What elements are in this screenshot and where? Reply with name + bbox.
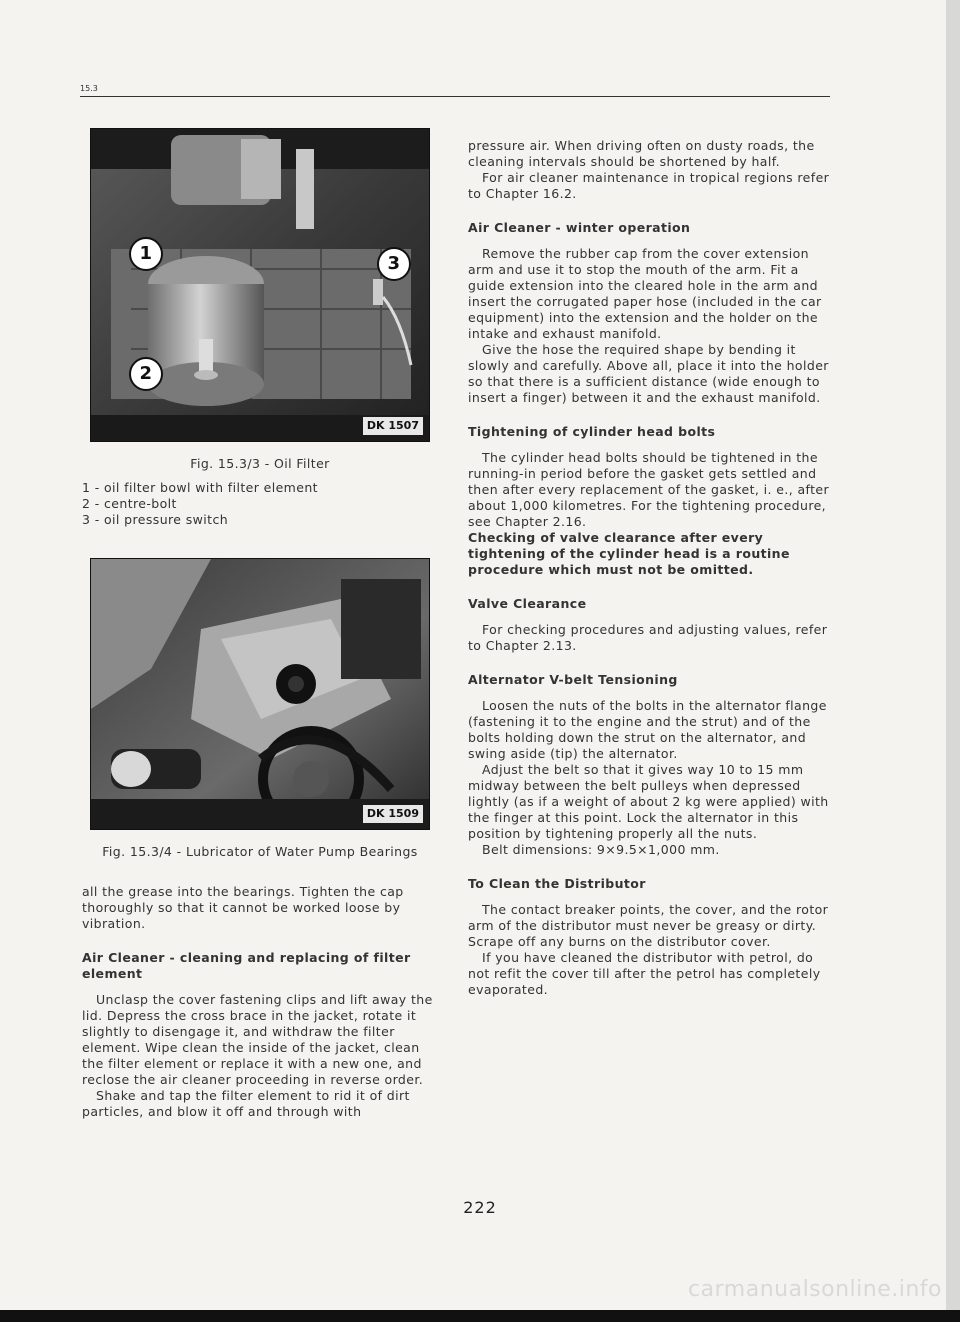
winter-operation-paragraph-1: Remove the rubber cap from the cover extension arm and use it to stop the mouth of the arm. Fit a guide extension into the cleared hole in the arm and insert the corrugated paper hose (included in the car equipment) into the extension and the holder on the intake and exhaust manifold. (468, 246, 822, 341)
alternator-heading: Alternator V-belt Tensioning (468, 672, 678, 687)
winter-operation-paragraph-2: Give the hose the required shape by bending it slowly and carefully. Above all, place it into the holder so that there is a sufficient distance (wide enough to insert a finger) between it and the exhaust manifold. (468, 342, 829, 405)
alternator-belt-dimensions: Belt dimensions: 9×9.5×1,000 mm. (482, 842, 720, 857)
fig1-caption: Fig. 15.3/3 - Oil Filter (190, 456, 330, 471)
oil-filter-image (91, 129, 429, 441)
distributor-paragraph-2: If you have cleaned the distributor with petrol, do not refit the cover till after the petrol has completely evaporated. (468, 950, 821, 997)
fig1-code: DK 1507 (363, 417, 423, 435)
water-pump-photo (90, 558, 430, 830)
fig2-code: DK 1509 (363, 805, 423, 823)
callout-2: 2 (129, 357, 163, 391)
head-bolts-heading: Tightening of cylinder head bolts (468, 424, 716, 439)
left-intro-paragraph: all the grease into the bearings. Tighten the cap thoroughly so that it cannot be worked loose by vibration. (82, 884, 404, 931)
fig1-legend (82, 480, 438, 528)
water-pump-image (91, 559, 429, 829)
distributor-paragraph-1: The contact breaker points, the cover, and the rotor arm of the distributor must never be greasy or dirty. Scrape off any burns on the distributor cover. (468, 902, 829, 949)
valve-clearance-heading: Valve Clearance (468, 596, 587, 611)
air-cleaner-paragraph-1: Unclasp the cover fastening clips and lift away the lid. Depress the cross brace in the jacket, rotate it slightly to disengage it, and withdraw the filter element. Wipe clean the inside of the jacket, clean the filter element or replace it with a new one, and reclose the air cleaner proceeding in reverse order. (82, 992, 433, 1087)
winter-operation-heading: Air Cleaner - winter operation (468, 220, 691, 235)
callout-1: 1 (129, 237, 163, 271)
scan-edge-right (946, 0, 960, 1322)
legend-item-2: 2 - centre-bolt (82, 496, 177, 511)
alternator-paragraph-1: Loosen the nuts of the bolts in the alternator flange (fastening it to the engine and the strut) and of the bolts holding down the strut on the alternator, and swing aside (tip) the alternator. (468, 698, 827, 761)
air-cleaner-continued-2: For air cleaner maintenance in tropical regions refer to Chapter 16.2. (468, 170, 830, 201)
valve-clearance-paragraph: For checking procedures and adjusting values, refer to Chapter 2.13. (468, 622, 828, 653)
right-column (468, 138, 830, 998)
page-number: 222 (463, 1198, 497, 1217)
oil-filter-photo (90, 128, 430, 442)
alternator-paragraph-2: Adjust the belt so that it gives way 10 to 15 mm midway between the belt pulleys when depressed lightly (as if a weight of about 2 kg were applied) with the finger at this point. Lock the alternator in this position by tightening properly all the nuts. (468, 762, 829, 841)
air-cleaner-paragraph-2: Shake and tap the filter element to rid it of dirt particles, and blow it off and through with (82, 1088, 410, 1119)
distributor-heading: To Clean the Distributor (468, 876, 646, 891)
header-rule (80, 96, 830, 97)
air-cleaner-continued-1: pressure air. When driving often on dusty roads, the cleaning intervals should be shortened by half. (468, 138, 815, 169)
legend-item-1: 1 - oil filter bowl with filter element (82, 480, 318, 495)
fig2-caption: Fig. 15.3/4 - Lubricator of Water Pump Bearings (102, 844, 418, 859)
head-bolts-paragraph: The cylinder head bolts should be tightened in the running-in period before the gasket gets settled and then after every replacement of the gasket, i. e., after about 1,000 kilometres. For the tightening procedure, see Chapter 2.16. (468, 450, 830, 529)
left-column (82, 128, 438, 1120)
callout-3: 3 (377, 247, 411, 281)
section-number: 15.3 (80, 84, 98, 93)
scan-edge-bottom (0, 1310, 960, 1322)
air-cleaner-heading: Air Cleaner - cleaning and replacing of filter element (82, 950, 411, 981)
head-bolts-warning: Checking of valve clearance after every tightening of the cylinder head is a routine procedure which must not be omitted. (468, 530, 790, 577)
legend-item-3: 3 - oil pressure switch (82, 512, 229, 527)
watermark: carmanualsonline.info (688, 1277, 942, 1302)
